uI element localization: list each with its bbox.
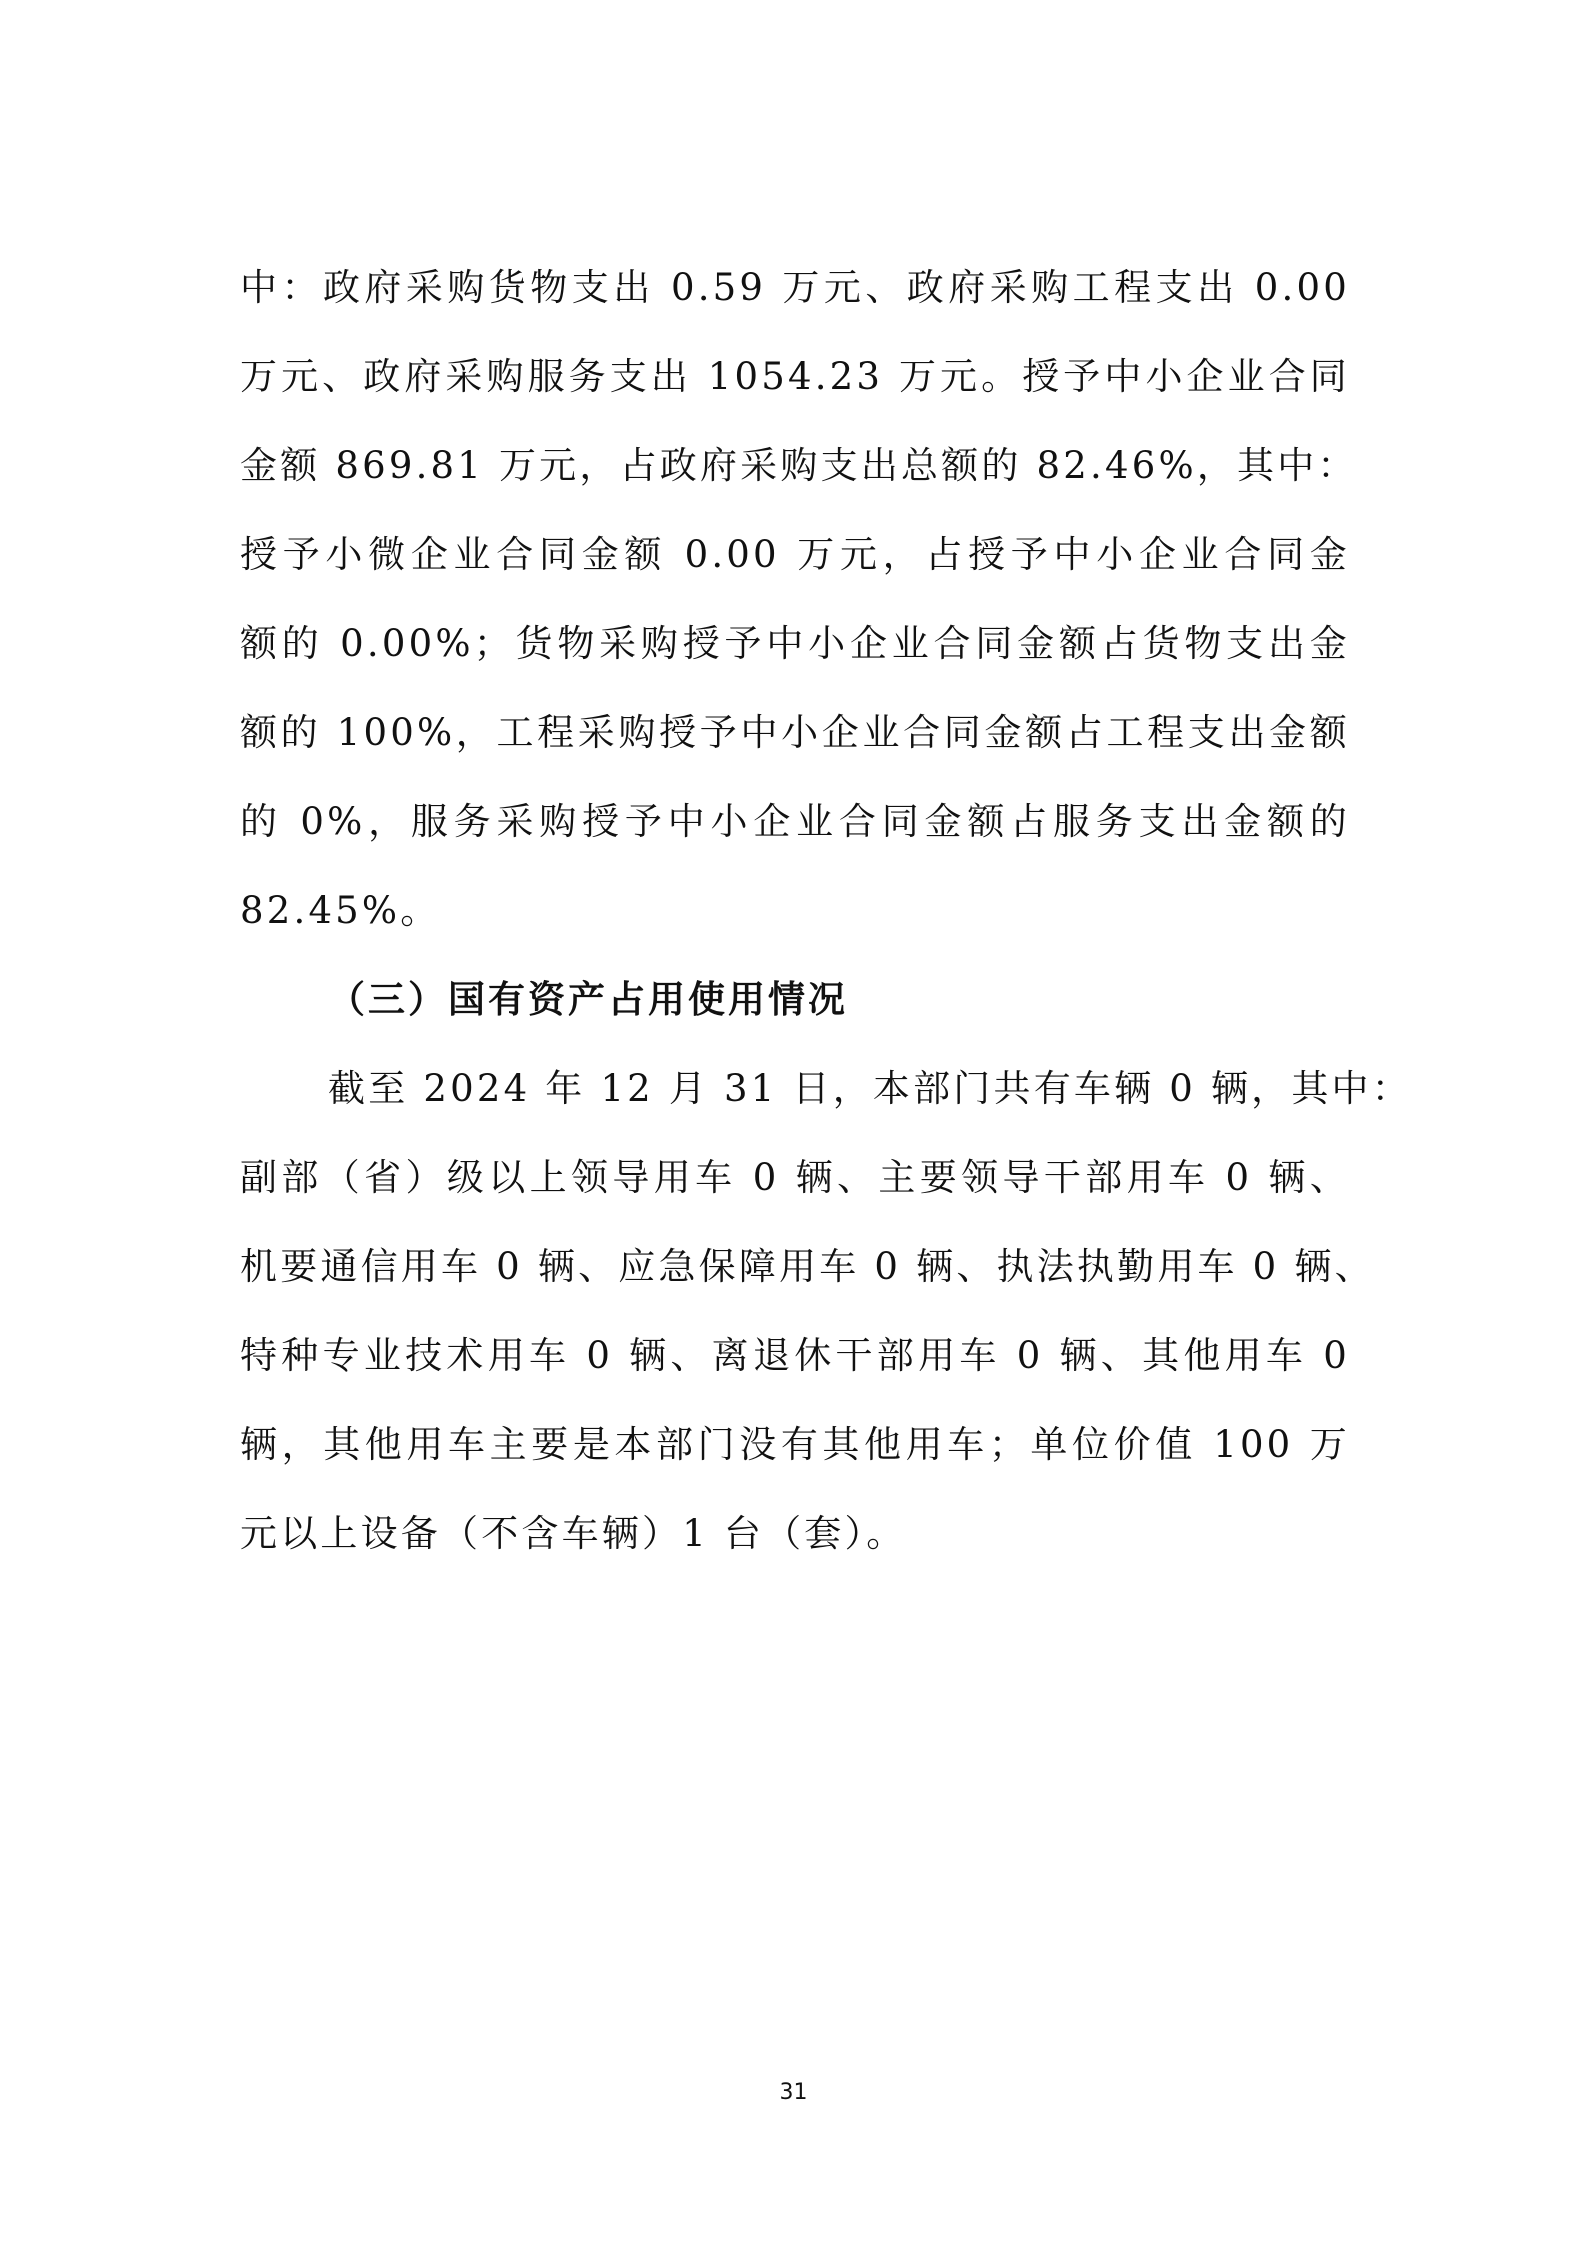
- text-line: 机要通信用车 0 辆、应急保障用车 0 辆、执法执勤用车 0 辆、: [240, 1245, 1375, 1288]
- text-line: 的 0%，服务采购授予中小企业合同金额占服务支出金额的: [240, 800, 1350, 843]
- text-line: 元以上设备（不含车辆）1 台（套）。: [240, 1512, 907, 1555]
- page-content: [240, 243, 1412, 1578]
- text-line: 授予小微企业合同金额 0.00 万元，占授予中小企业合同金: [240, 533, 1350, 576]
- text-line: 特种专业技术用车 0 辆、离退休干部用车 0 辆、其他用车 0: [240, 1334, 1350, 1377]
- text-line: 副部（省）级以上领导用车 0 辆、主要领导干部用车 0 辆、: [240, 1156, 1350, 1199]
- paragraph-state-assets: [240, 1044, 1412, 1578]
- page-number: 31: [779, 2080, 808, 2105]
- text-line: 额的 100%，工程采购授予中小企业合同金额占工程支出金额: [240, 711, 1350, 754]
- text-line: 金额 869.81 万元，占政府采购支出总额的 82.46%，其中：: [240, 444, 1358, 487]
- text-line: 辆，其他用车主要是本部门没有其他用车；单位价值 100 万: [240, 1423, 1350, 1466]
- text-line: 万元、政府采购服务支出 1054.23 万元。授予中小企业合同: [240, 355, 1350, 398]
- section-heading-state-assets: （三）国有资产占用使用情况: [328, 978, 848, 1021]
- text-line: 额的 0.00%；货物采购授予中小企业合同金额占货物支出金: [240, 622, 1350, 665]
- text-line: 82.45%。: [240, 889, 441, 932]
- text-line: 截至 2024 年 12 月 31 日，本部门共有车辆 0 辆，其中：: [328, 1067, 1412, 1110]
- paragraph-government-procurement: [240, 243, 1358, 955]
- text-line: 中：政府采购货物支出 0.59 万元、政府采购工程支出 0.00: [240, 266, 1350, 309]
